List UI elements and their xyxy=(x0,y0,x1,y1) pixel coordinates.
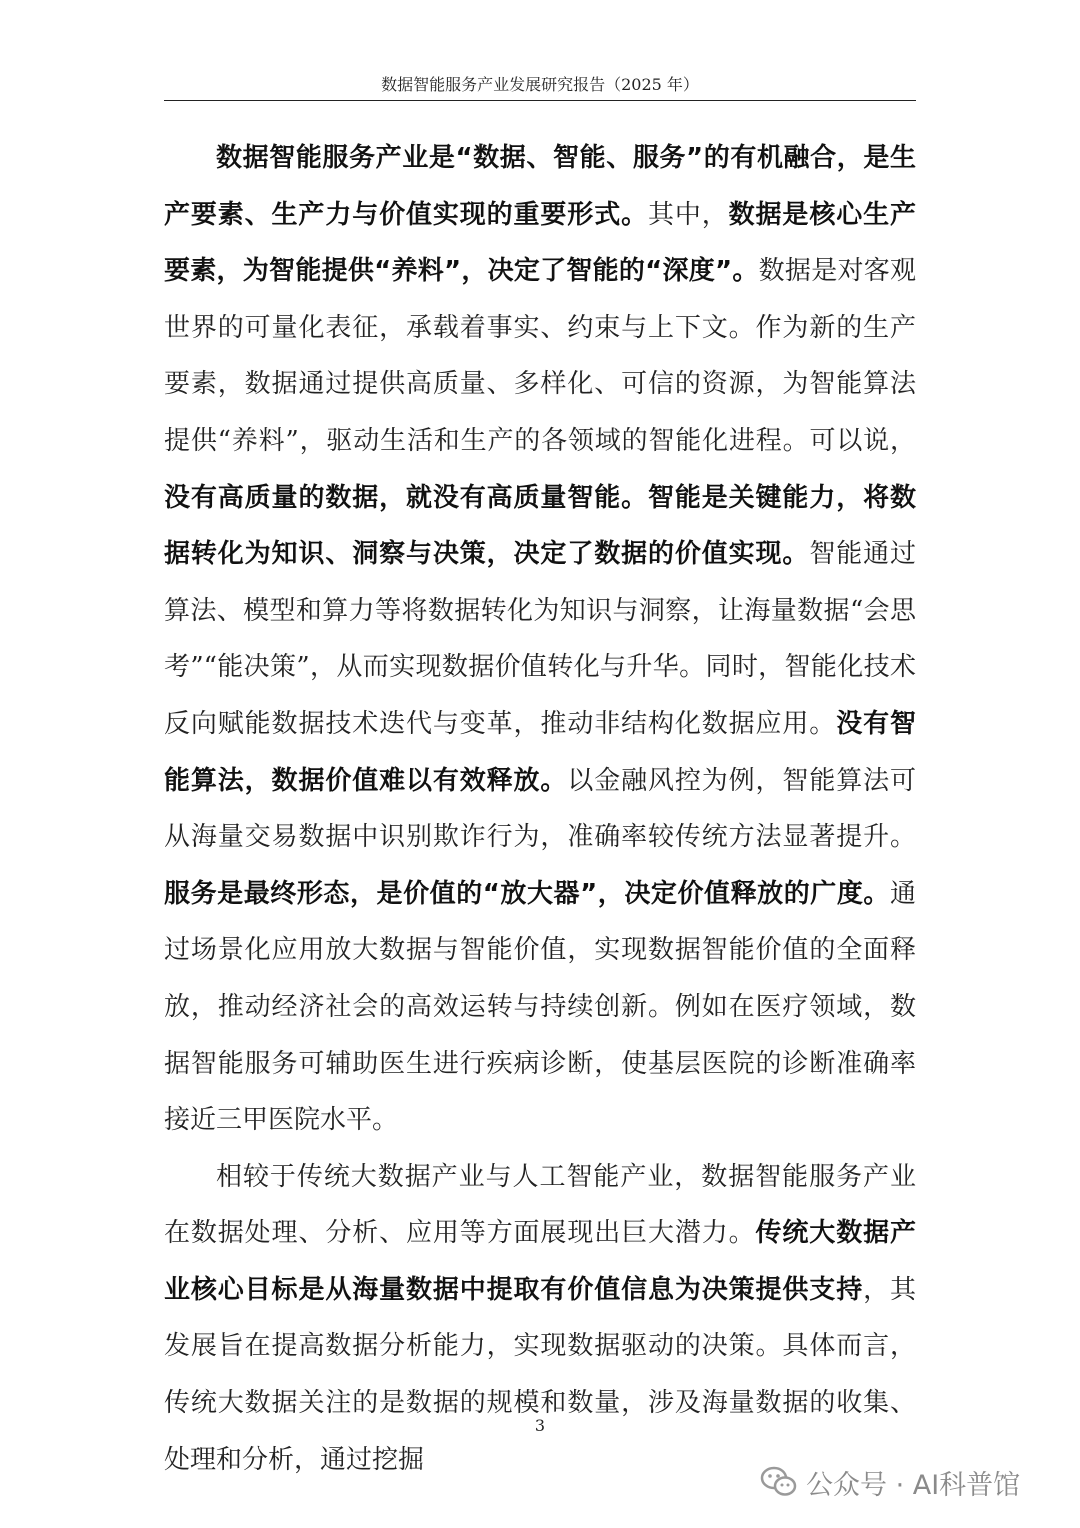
text-bold: 服务是最终形态，是价值的“放大器”，决定价值释放的广度。 xyxy=(164,878,890,909)
running-header: 数据智能服务产业发展研究报告（2025 年） xyxy=(381,75,699,94)
text-regular: 通过场景化应用放大数据与智能价值，实现数据智能价值的全面释放，推动经济社会的高效运转与持续创新。例如在医疗领域，数据智能服务可辅助医生进行疾病诊断，使基层医院的诊断准确率接近三甲医院水平。 xyxy=(164,878,916,1136)
text-regular: 智能通过算法、模型和算力等将数据转化为知识与洞察，让海量数据“会思考”“能决策”，从而实现数据价值转化与升华。同时，智能化技术反向赋能数据技术迭代与变革，推动非结构化数据应用。 xyxy=(164,539,916,739)
watermark-text: 公众号 · AI科普馆 xyxy=(806,1469,1021,1501)
text-bold: 数据是核心生产要素，为智能提供“养料”，决定了智能的“深度”。 xyxy=(164,199,916,287)
text-regular: 以金融风控为例，智能算法可从海量交易数据中识别欺诈行为，准确率较传统方法显著提升。 xyxy=(164,765,916,853)
paragraph-1 xyxy=(164,130,916,1149)
page-number: 3 xyxy=(534,1416,546,1435)
text-bold: 没有智能算法，数据价值难以有效释放。 xyxy=(164,708,916,796)
text-bold: 没有高质量的数据，就没有高质量智能。智能是关键能力，将数据转化为知识、洞察与决策，决定了数据的价值实现。 xyxy=(164,482,916,570)
watermark xyxy=(760,1460,1060,1504)
header-divider xyxy=(164,100,916,101)
text-bold: 传统大数据产业核心目标是从海量数据中提取有价值信息为决策提供支持 xyxy=(164,1218,916,1305)
text-regular: 数据是对客观世界的可量化表征，承载着事实、约束与上下文。作为新的生产要素，数据通过提供高质量、多样化、可信的资源，为智能算法提供“养料”，驱动生活和生产的各领域的智能化进程。可以说， xyxy=(164,256,916,456)
text-bold: 数据智能服务产业是“数据、智能、服务”的有机融合，是生产要素、生产力与价值实现的重要形式。 xyxy=(164,143,916,230)
text-regular: ，其发展旨在提高数据分析能力，实现数据驱动的决策。具体而言，传统大数据关注的是数据的规模和数量，涉及海量数据的收集、处理和分析，通过挖掘 xyxy=(164,1274,916,1475)
text-regular: 相较于传统大数据产业与人工智能产业，数据智能服务产业在数据处理、分析、应用等方面展现出巨大潜力。 xyxy=(164,1161,916,1249)
wechat-icon xyxy=(760,1465,798,1499)
text-regular: 其中， xyxy=(647,199,729,230)
paragraph-2 xyxy=(164,1149,916,1489)
body-text xyxy=(164,130,916,1488)
